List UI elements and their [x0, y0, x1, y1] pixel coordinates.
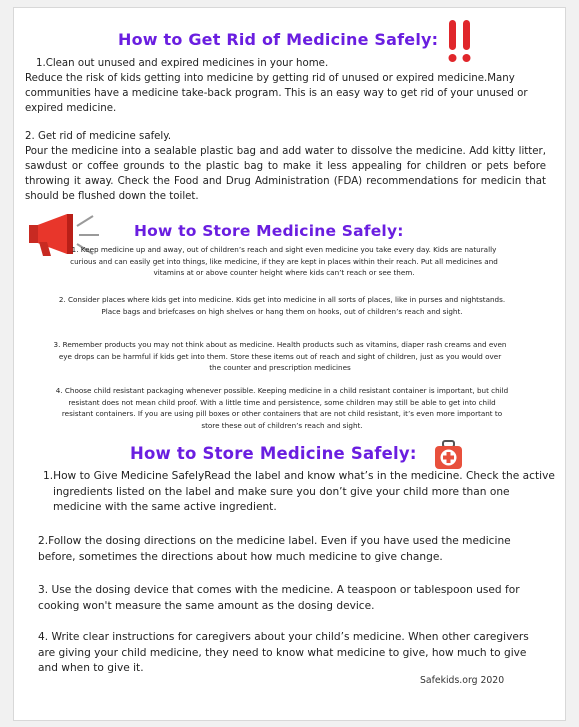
dispose-item-1-body: Reduce the risk of kids getting into medicine by getting rid of unused or expired medicine.Many communities have a medicine take-back program. This is an easy way to get rid of your unused or expired medicine. — [25, 72, 528, 114]
give-item-2: 2.Follow the dosing directions on the medicine label. Even if you have used the medicine before, sometimes the directions about how much medicine to give change. — [38, 535, 511, 563]
give-item-4: 4. Write clear instructions for caregivers about your child’s medicine. When other caregivers are giving your child medicine, they need to know what medicine to give, how much to give and when to give it. — [38, 631, 529, 675]
section-title-give: How to Store Medicine Safely: — [130, 444, 417, 463]
give-item-1: 1.How to Give Medicine SafelyRead the label and know what’s in the medicine. Check the active ingredients listed on the label and make sure you don’t give your child more than one medicine with the same active ingredient. — [43, 470, 555, 514]
give-item-3: 3. Use the dosing device that comes with the medicine. A teaspoon or tablespoon used for cooking won't measure the same amount as the dosing device. — [38, 584, 520, 612]
store-item-2: 2. Consider places where kids get into medicine. Kids get into medicine in all sorts of places, like in purses and nightstands. Place bags and briefcases on high shelves or hang them on hooks, out of children’s reach and sight. — [58, 295, 506, 316]
store-item-1: 1. Keep medicine up and away, out of children’s reach and sight even medicine you take every day. Kids are naturally curious and can easily get into things, like medicine, if they are kept in places within their reach. Put all medicines and vitamins at or above counter height where kids can’t reach or see them. — [70, 245, 498, 278]
dispose-item-2-heading: 2. Get rid of medicine safely. — [25, 131, 172, 142]
section-title-dispose: How to Get Rid of Medicine Safely: — [118, 30, 439, 49]
first-aid-kit-icon — [433, 440, 464, 470]
dispose-item-2 — [25, 130, 546, 205]
store-item-3: 3. Remember products you may not think about as medicine. Health products such as vitamins, diaper rash creams and even eye drops can be harmful if kids get into them. Store these items out of reach and sight of children, just as you would over the counter and prescription medicines — [53, 340, 507, 373]
source-credit: Safekids.org 2020 — [420, 675, 505, 686]
dispose-item-1-heading: 1.Clean out unused and expired medicines in your home. — [36, 58, 329, 69]
dispose-item-1 — [25, 57, 546, 117]
dispose-item-2-body: Pour the medicine into a sealable plastic bag and add water to dissolve the medicine. Add kitty litter, sawdust or coffee grounds to the plastic bag to make it less appealing for children or pets before throwing it away. Check the Food and Drug Administration (FDA) recommendations for medicin that should be flushed down the toilet. — [25, 145, 546, 202]
section-title-store: How to Store Medicine Safely: — [134, 222, 404, 240]
store-item-4: 4. Choose child resistant packaging whenever possible. Keeping medicine in a child resistant container is important, but child resistant does not mean child proof. With a little time and persistence, some children may still be able to get into child resistant containers. If you are using pill boxes or other containers that are not child resistant, it’s even more important to store these out of children’s reach and sight. — [55, 386, 509, 430]
